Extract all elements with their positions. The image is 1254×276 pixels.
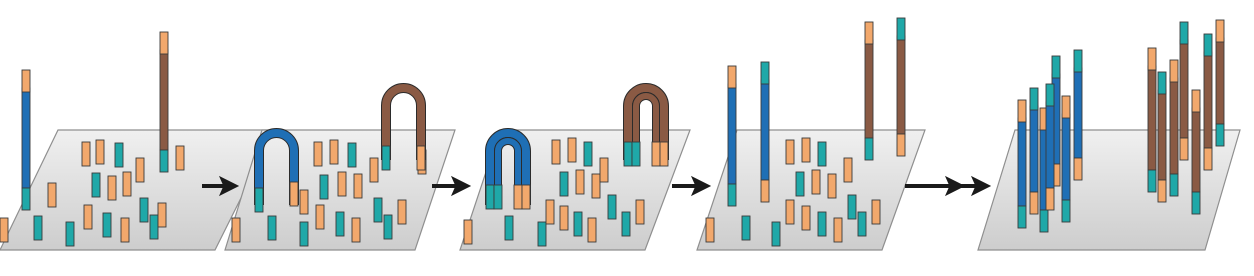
primer-orange [330, 140, 338, 164]
primer-orange [48, 183, 56, 207]
strand-bottom-cap [1148, 170, 1156, 192]
cluster-brown-strand-2 [1158, 72, 1166, 202]
primer-teal [574, 212, 582, 236]
primer-teal [622, 212, 630, 236]
primer-teal [268, 216, 276, 240]
primer-teal [34, 216, 42, 240]
primer-orange [158, 203, 166, 227]
strand-bottom-cap [1030, 192, 1038, 214]
strand-bottom-cap [1170, 174, 1178, 196]
cluster-brown-strand-6 [1204, 34, 1212, 170]
cluster-blue-strand-6 [1074, 50, 1082, 180]
strand-bottom-cap [1046, 188, 1054, 210]
primer-teal [320, 175, 328, 199]
primer-orange [706, 218, 714, 242]
strand-body [1148, 66, 1156, 170]
strand-body [728, 84, 736, 184]
step-panel-3 [460, 88, 690, 250]
strand-bottom-cap [1180, 138, 1188, 160]
strand-body [1192, 108, 1200, 192]
strand-body [1030, 106, 1038, 192]
primer-teal [92, 173, 100, 197]
strand-top-cap [1052, 56, 1060, 78]
strand-top-cap [897, 18, 905, 40]
strand-body [1180, 40, 1188, 138]
primer-orange [136, 158, 144, 182]
cluster-brown-strand-5 [1192, 90, 1200, 214]
strand-body [761, 80, 769, 180]
primer-orange [568, 138, 576, 162]
bridge-foot-orange [290, 182, 298, 206]
primer-teal [796, 172, 804, 196]
primer-orange [176, 146, 184, 170]
strand-top-cap [1192, 90, 1200, 112]
strand-top-cap [1204, 34, 1212, 56]
strand-brown-2 [897, 18, 905, 156]
strand-top-cap [1074, 50, 1082, 72]
primer-orange [588, 218, 596, 242]
primer-teal [348, 143, 356, 167]
primer-teal [608, 195, 616, 219]
primer-orange [84, 205, 92, 229]
primer-orange [576, 170, 584, 194]
primer-teal [300, 222, 308, 246]
strand-top-cap [1216, 20, 1224, 42]
strand-bottom-cap [1062, 200, 1070, 222]
primer-orange [802, 138, 810, 162]
primer-teal [140, 198, 148, 222]
strand-blue-2 [761, 62, 769, 202]
primer-orange [338, 172, 346, 196]
strand-body [1018, 118, 1026, 206]
strand-top-cap [761, 62, 769, 84]
primer-orange [82, 142, 90, 166]
process-arrow-3 [672, 177, 710, 195]
strand-top-cap [1170, 60, 1178, 82]
primer-teal [115, 143, 123, 167]
strand-bottom-cap [897, 134, 905, 156]
bridge-foot [494, 185, 502, 209]
bridge-foot [632, 142, 640, 166]
strand-body [1158, 90, 1166, 180]
primer-orange [0, 218, 8, 242]
strand-top-cap [1046, 84, 1054, 106]
primer-teal [742, 216, 750, 240]
primer-orange [592, 174, 600, 198]
bridge-foot-teal [382, 146, 390, 170]
primer-teal [560, 172, 568, 196]
strand-top-cap [1158, 72, 1166, 94]
flow-cell-surface [978, 130, 1240, 250]
strand-bottom-cap [1074, 158, 1082, 180]
primer-orange [108, 176, 116, 200]
primer-teal [505, 216, 513, 240]
strand-bottom-cap [1192, 192, 1200, 214]
primer-orange [121, 218, 129, 242]
strand-bottom-cap [160, 150, 168, 172]
strand-bottom-cap [22, 188, 30, 210]
primer-teal [858, 212, 866, 236]
primer-orange [314, 142, 322, 166]
primer-orange [464, 220, 472, 244]
cluster-brown-strand-1 [1148, 48, 1156, 192]
step-panel-4 [697, 18, 925, 250]
primer-orange [812, 170, 820, 194]
cluster-blue-strand-5 [1062, 96, 1070, 222]
cluster-blue-strand-1 [1018, 100, 1026, 228]
primer-orange [316, 205, 324, 229]
primer-teal [150, 215, 158, 239]
primer-orange [354, 174, 362, 198]
strand-top-cap [22, 70, 30, 92]
primer-teal [584, 142, 592, 166]
strand-body [1170, 78, 1178, 174]
cluster-brown-strand-7 [1216, 20, 1224, 146]
primer-teal [818, 212, 826, 236]
primer-orange [844, 158, 852, 182]
primer-teal [772, 222, 780, 246]
strand-bottom-cap [1216, 124, 1224, 146]
strand-bottom-cap [1158, 180, 1166, 202]
primer-orange [552, 140, 560, 164]
strand-top-cap [1030, 88, 1038, 110]
strand-top-cap [728, 66, 736, 88]
bridge-foot [514, 185, 522, 209]
strand-top-cap [1180, 22, 1188, 44]
cluster-brown-strand-3 [1170, 60, 1178, 196]
strand-top-cap [160, 32, 168, 54]
primer-orange [600, 158, 608, 182]
primer-orange [300, 190, 308, 214]
cluster-brown-strand-4 [1180, 22, 1188, 160]
bridge-foot [522, 185, 530, 209]
strand-body [897, 36, 905, 134]
strand-top-cap [1062, 96, 1070, 118]
primer-orange [834, 218, 842, 242]
strand-top-cap [1018, 100, 1026, 122]
primer-teal [818, 142, 826, 166]
bridge-foot-teal [255, 188, 263, 212]
bridge-foot [652, 142, 660, 166]
primer-teal [336, 212, 344, 236]
strand-bottom-cap [1204, 148, 1212, 170]
process-arrow-4 [905, 177, 990, 195]
strand-top-cap [1148, 48, 1156, 70]
primer-teal [374, 198, 382, 222]
strand-body [1074, 68, 1082, 158]
strand-body [1204, 52, 1212, 148]
cluster-blue-strand-2 [1030, 88, 1038, 214]
template-strand-brown [160, 32, 168, 172]
step-panel-2 [225, 88, 455, 250]
primer-orange [398, 200, 406, 224]
strand-body [1062, 114, 1070, 200]
strand-bottom-cap [1040, 210, 1048, 232]
primer-teal [103, 213, 111, 237]
primer-teal [538, 222, 546, 246]
primer-orange [828, 174, 836, 198]
strand-body [1046, 102, 1054, 188]
strand-body [1216, 38, 1224, 124]
primer-orange [123, 172, 131, 196]
primer-orange [352, 218, 360, 242]
strand-body [865, 40, 873, 138]
strand-bottom-cap [1018, 206, 1026, 228]
primer-orange [370, 158, 378, 182]
primer-orange [232, 218, 240, 242]
cluster-blue-strand-7 [1046, 84, 1054, 210]
primer-orange [560, 206, 568, 230]
bridge-foot [624, 142, 632, 166]
primer-orange [872, 200, 880, 224]
primer-orange [546, 200, 554, 224]
primer-orange [96, 140, 104, 164]
strand-blue-1 [728, 66, 736, 206]
primer-orange [802, 206, 810, 230]
bridge-foot-orange [417, 146, 425, 170]
primer-orange [786, 140, 794, 164]
template-strand-blue [22, 70, 30, 210]
primer-orange [636, 200, 644, 224]
strand-bottom-cap [865, 138, 873, 160]
primer-orange [786, 200, 794, 224]
bridge-foot [660, 142, 668, 166]
primer-teal [66, 222, 74, 246]
strand-body [160, 50, 168, 150]
primer-teal [384, 215, 392, 239]
step-panel-1 [0, 32, 275, 250]
strand-body [22, 88, 30, 188]
bridge-foot [486, 185, 494, 209]
strand-bottom-cap [761, 180, 769, 202]
strand-top-cap [865, 22, 873, 44]
step-panel-5 [978, 20, 1240, 250]
primer-teal [848, 195, 856, 219]
strand-brown-1 [865, 22, 873, 160]
strand-bottom-cap [728, 184, 736, 206]
